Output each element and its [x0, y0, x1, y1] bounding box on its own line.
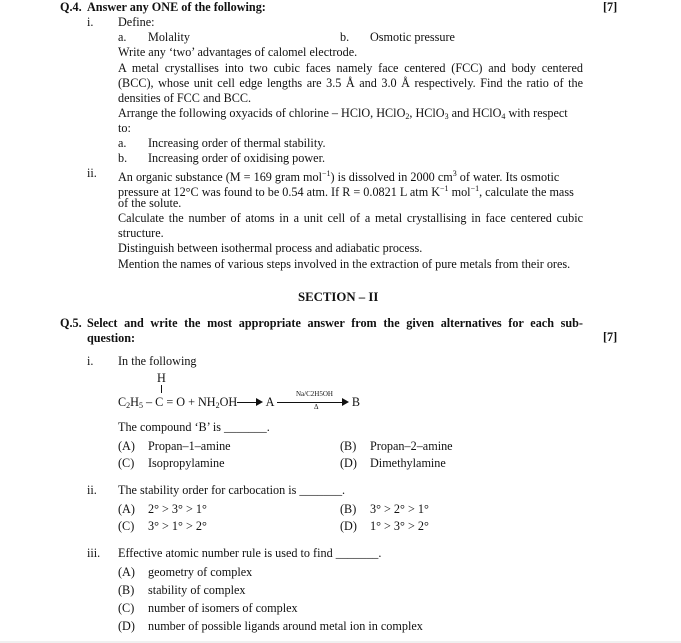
calomel-question: Write any ‘two’ advantages of calomel electrode. [118, 45, 358, 59]
fcc-atoms-question: Calculate the number of atoms in a unit cell of a metal crystallising in face centered cubic structure. [118, 211, 583, 240]
q4-heading: Answer any ONE of the following: [87, 0, 266, 14]
q5-ii-opt-d-label: (D) [340, 519, 357, 533]
q5-i-number: i. [87, 354, 94, 368]
q5-ii-question: The stability order for carbocation is _______. [118, 483, 346, 497]
q4-i-number: i. [87, 15, 94, 29]
q5-i-opt-b: Propan–2–amine [370, 439, 453, 453]
q5-iii-number: iii. [87, 546, 101, 560]
reaction-arrow-1 [237, 399, 263, 407]
q5-ii-opt-b-label: (B) [340, 502, 357, 516]
q5-ii-opt-b: 3° > 2° > 1° [370, 502, 429, 516]
q5-ii-opt-d: 1° > 3° > 2° [370, 519, 429, 533]
q5-ii-opt-c-label: (C) [118, 519, 135, 533]
q4-marks: [7] [603, 0, 618, 14]
q5-ii-opt-a-label: (A) [118, 502, 135, 516]
oxyacid-a-text: Increasing order of thermal stability. [148, 136, 326, 150]
q5-heading: Select and write the most appropriate answer from the given alternatives for each sub-question: [87, 316, 583, 345]
q5-i-question: The compound ‘B’ is _______. [118, 420, 270, 434]
define-a-label: a. [118, 30, 127, 44]
q5-i-opt-c-label: (C) [118, 456, 135, 470]
q5-i-opt-a: Propan–1–amine [148, 439, 231, 453]
extraction-question: Mention the names of various steps involved in the extraction of pure metals from their ores. [118, 257, 571, 271]
q5-label: Q.5. [60, 316, 82, 330]
define-b-label: b. [340, 30, 350, 44]
q5-i-opt-c: Isopropylamine [148, 456, 225, 470]
q5-i-stem: In the following [118, 354, 197, 368]
q5-i-opt-b-label: (B) [340, 439, 357, 453]
q5-marks: [7] [603, 330, 618, 344]
q5-iii-opt-a-label: (A) [118, 565, 135, 579]
reaction-equation: $C_2H_5 - C = O + NH_2OH$ A B [118, 395, 360, 410]
q4-ii-number: ii. [87, 166, 97, 180]
q5-i-opt-d-label: (D) [340, 456, 357, 470]
fcc-bcc-question: A metal crystallises into two cubic faces namely face centered (FCC) and body centered (BCC), whose unit cell edge lengths are 3.5 Å and 3.0 Å respectively. Find the ratio of the densities of FCC and BCC. [118, 61, 583, 105]
reaction-arrow-2 [277, 399, 349, 407]
q5-i-opt-a-label: (A) [118, 439, 135, 453]
q5-iii-opt-c-label: (C) [118, 601, 135, 615]
q5-iii-opt-d: number of possible ligands around metal ion in complex [148, 619, 423, 633]
oxyacid-a-label: a. [118, 136, 127, 150]
reagent-label: Na/C2H5OH [296, 390, 333, 398]
oxyacid-b-text: Increasing order of oxidising power. [148, 151, 326, 165]
reaction-hydrogen: H [157, 371, 166, 385]
heat-delta: Δ [314, 403, 319, 411]
oxyacid-b-label: b. [118, 151, 128, 165]
isothermal-question: Distinguish between isothermal process and adiabatic process. [118, 241, 423, 255]
osmotic-line-1: An organic substance (M = 169 gram mol$^{-1}$) is dissolved in 2000 $cm^3$ of water. Its osmotic [118, 169, 560, 184]
q5-i-opt-d: Dimethylamine [370, 456, 446, 470]
reaction-bond-line [161, 385, 162, 393]
q5-iii-opt-a: geometry of complex [148, 565, 253, 579]
q5-iii-opt-c: number of isomers of complex [148, 601, 298, 615]
q5-ii-number: ii. [87, 483, 97, 497]
oxyacid-question: Arrange the following oxyacids of chlorine – HClO, HClO$_2$, HClO$_3$ and HClO$_4$ with respect [118, 106, 568, 121]
osmotic-line-3: of the solute. [118, 196, 182, 210]
section-heading: SECTION – II [298, 290, 379, 304]
q5-iii-opt-b-label: (B) [118, 583, 135, 597]
q4-label: Q.4. [60, 0, 82, 14]
q5-ii-opt-a: 2° > 3° > 1° [148, 502, 207, 516]
q5-iii-opt-b: stability of complex [148, 583, 246, 597]
q5-iii-opt-d-label: (D) [118, 619, 135, 633]
q5-ii-opt-c: 3° > 1° > 2° [148, 519, 207, 533]
oxyacid-question-cont: to: [118, 121, 131, 135]
osmotic-line-2: pressure at 12°C was found to be 0.54 atm. If R = 0.0821 L atm $K^{-1}$ mol$^{-1}$, calculate the mass [118, 184, 574, 199]
define-a-text: Molality [148, 30, 190, 44]
define-label: Define: [118, 15, 155, 29]
define-b-text: Osmotic pressure [370, 30, 455, 44]
q5-iii-question: Effective atomic number rule is used to find _______. [118, 546, 382, 560]
